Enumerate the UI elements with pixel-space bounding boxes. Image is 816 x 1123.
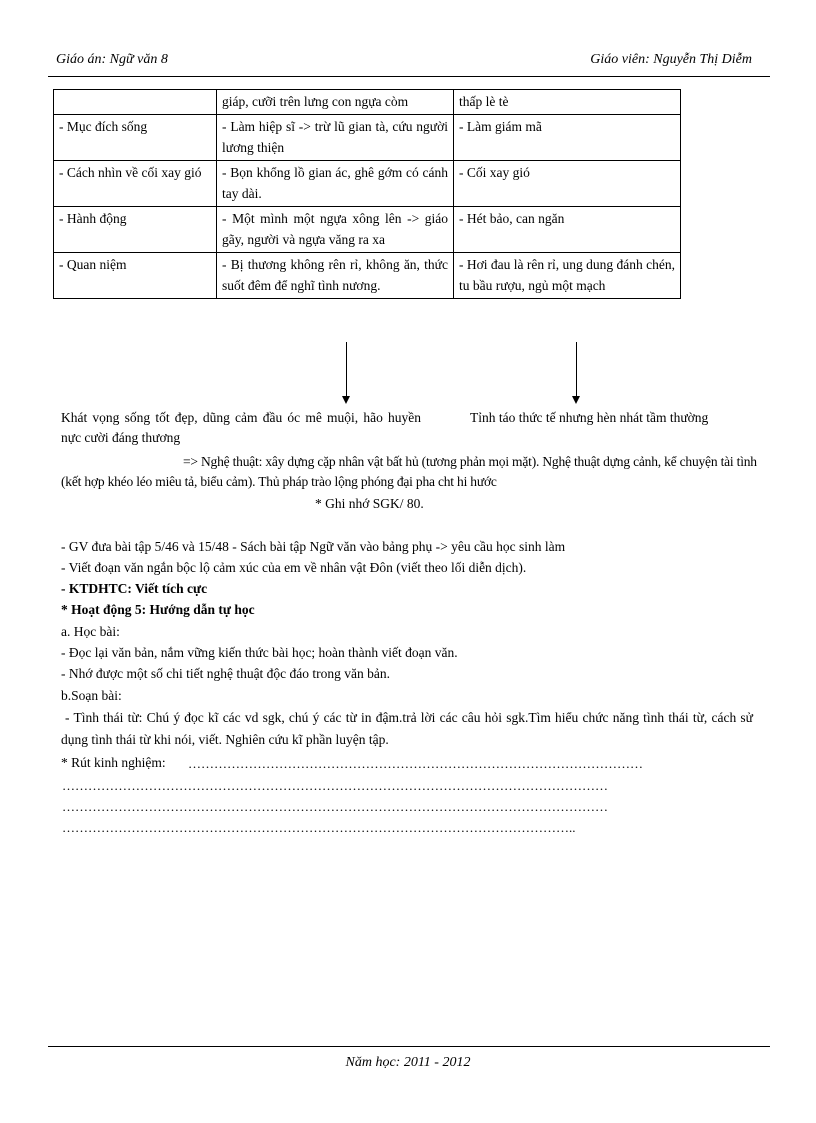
right-down-arrow-head (572, 396, 580, 404)
table-cell: thấp lè tè (454, 90, 681, 115)
experience-dots-2: ……………………………………………………………………………………………………………… (62, 778, 608, 793)
footer-rule (48, 1046, 770, 1047)
table-cell: - Hơi đau là rên rỉ, ung dung đánh chén, tu bầu rượu, ngủ một mạch (454, 253, 681, 299)
technique-line: - KTDHTC: Viết tích cực (61, 581, 208, 596)
table-cell: giáp, cưỡi trên lưng con ngựa còm (217, 90, 454, 115)
table-row (54, 253, 681, 299)
comparison-table (53, 89, 681, 299)
experience-dots-1: …………………………………………………………………………………………… (188, 756, 643, 771)
conclusion-left: Khát vọng sống tốt đẹp, dũng cảm đầu óc mê muội, hão huyền nực cười đáng thương (61, 410, 421, 445)
header-rule (48, 76, 770, 77)
conclusion-right: Tỉnh táo thức tế nhưng hèn nhát tầm thường (470, 410, 709, 425)
header-lesson-title: Giáo án: Ngữ văn 8 (56, 52, 168, 67)
study-line-1: - Đọc lại văn bản, nắm vững kiến thức bài học; hoàn thành viết đoạn văn. (61, 645, 458, 660)
table-cell: - Hành động (54, 207, 217, 253)
header-teacher-name: Giáo viên: Nguyễn Thị Diễm (590, 52, 752, 67)
table-cell: - Làm giám mã (454, 115, 681, 161)
table-cell: - Mục đích sống (54, 115, 217, 161)
table-cell: - Hét bảo, can ngăn (454, 207, 681, 253)
art-summary: => Nghệ thuật: xây dựng cặp nhân vật bất hủ (tương phản mọi mặt). Nghệ thuật dựng cảnh, kể chuyện tài tình (kết hợp khéo léo miêu tả, biểu cảm). Thủ pháp trào lộng phóng đại pha cht hi hước (61, 454, 757, 489)
table-cell: - Quan niệm (54, 253, 217, 299)
exercise-line: - GV đưa bài tập 5/46 và 15/48 - Sách bài tập Ngữ văn vào bảng phụ -> yêu cầu học sinh làm (61, 539, 566, 554)
activity-heading: * Hoạt động 5: Hướng dẫn tự học (61, 602, 255, 617)
table-cell (54, 90, 217, 115)
table-cell: - Cách nhìn về cối xay gió (54, 161, 217, 207)
prepare-heading: b.Soạn bài: (61, 688, 122, 703)
left-down-arrow-line (346, 342, 347, 396)
left-down-arrow-head (342, 396, 350, 404)
table-row (54, 161, 681, 207)
study-line-2: - Nhớ được một số chi tiết nghệ thuật độc đáo trong văn bản. (61, 666, 391, 681)
table-cell: - Làm hiệp sĩ -> trừ lũ gian tà, cứu người lương thiện (217, 115, 454, 161)
table-cell: - Một mình một ngựa xông lên -> giáo gãy, người và ngựa văng ra xa (217, 207, 454, 253)
experience-label: * Rút kinh nghiệm: (61, 755, 166, 770)
writing-task-line: - Viết đoạn văn ngắn bộc lộ cảm xúc của em về nhân vật Đôn (viết theo lối diễn dịch). (61, 560, 527, 575)
table-row (54, 90, 681, 115)
study-heading: a. Học bài: (61, 624, 120, 639)
prepare-line: - Tình thái từ: Chú ý đọc kĩ các vd sgk, chú ý các từ in đậm.trả lời các câu hỏi sgk.Tìm hiểu chức năng tình thái từ, cách sử dụng tình thái từ khi nói, viết. Nghiên cứu kĩ phần luyện tập. (61, 710, 753, 747)
table-cell: - Bọn khổng lồ gian ác, ghê gớm có cánh tay dài. (217, 161, 454, 207)
right-down-arrow-line (576, 342, 577, 396)
experience-dots-3: ……………………………………………………………………………………………………………… (62, 799, 608, 814)
experience-dots-4: ……………………………………………………………………………………………………….. (62, 820, 576, 835)
table-cell: - Cối xay gió (454, 161, 681, 207)
footer-school-year: Năm học: 2011 - 2012 (345, 1055, 471, 1070)
table-cell: - Bị thương không rên rỉ, không ăn, thức suốt đêm để nghĩ tình nương. (217, 253, 454, 299)
table-row (54, 207, 681, 253)
memo-note: * Ghi nhớ SGK/ 80. (315, 496, 424, 511)
page-header (56, 52, 752, 74)
table-row (54, 115, 681, 161)
